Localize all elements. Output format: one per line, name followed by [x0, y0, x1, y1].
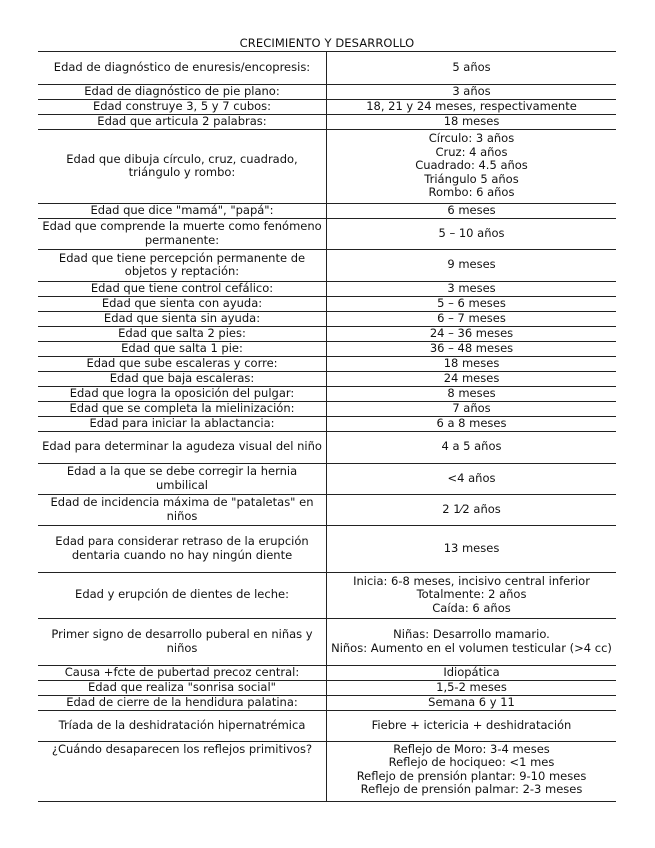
table-title: CRECIMIENTO Y DESARROLLO — [38, 36, 616, 52]
answer-line: 4 a 5 años — [441, 439, 502, 454]
question-cell: Edad que dibuja círculo, cruz, cuadrado, triángulo y rombo: — [38, 129, 327, 203]
question-cell: Edad y erupción de dientes de leche: — [38, 572, 327, 618]
question-cell: Causa +fcte de pubertad precoz central: — [38, 665, 327, 680]
table-row — [38, 463, 616, 494]
answer-cell — [327, 416, 617, 431]
answer-line: 24 meses — [443, 370, 500, 385]
table-row — [38, 249, 616, 281]
answer-line: Reflejo de prensión plantar: 9-10 meses — [356, 768, 587, 783]
answer-line: 1,5-2 meses — [436, 679, 507, 694]
answer-cell — [327, 218, 617, 249]
answer-cell — [327, 296, 617, 311]
table-row — [38, 680, 616, 695]
answer-cell — [327, 114, 617, 129]
table-row — [38, 129, 616, 203]
answer-cell — [327, 710, 617, 741]
answer-cell — [327, 401, 617, 416]
answer-cell — [327, 695, 617, 710]
answer-line: 24 – 36 meses — [429, 325, 514, 340]
answer-cell — [327, 494, 617, 525]
answer-cell — [327, 431, 617, 463]
answer-line: Inicia: 6-8 meses, incisivo central inferior — [353, 573, 590, 588]
question-cell: Edad que logra la oposición del pulgar: — [38, 386, 327, 401]
question-cell: Edad para iniciar la ablactancia: — [38, 416, 327, 431]
answer-cell — [327, 326, 617, 341]
table-row — [38, 371, 616, 386]
table-row — [38, 401, 616, 416]
answer-line: 7 años — [452, 400, 491, 415]
answer-line: 6 – 7 meses — [437, 310, 506, 325]
answer-cell — [327, 281, 617, 296]
answer-line: 9 meses — [447, 257, 496, 272]
table-row — [38, 296, 616, 311]
answer-line: 2 1⁄2 años — [442, 501, 501, 516]
answer-line: Reflejo de hociqueo: <1 mes — [388, 755, 555, 769]
answer-cell — [327, 665, 617, 680]
answer-cell — [327, 572, 617, 618]
answer-line: Círculo: 3 años — [428, 131, 515, 146]
question-cell: Edad que comprende la muerte como fenómeno permanente: — [38, 218, 327, 249]
question-cell: Edad que baja escaleras: — [38, 371, 327, 386]
table-row — [38, 203, 616, 218]
table-row — [38, 114, 616, 129]
question-cell: Edad construye 3, 5 y 7 cubos: — [38, 99, 327, 114]
table-row — [38, 494, 616, 525]
answer-line: 3 años — [452, 83, 491, 98]
answer-line: Caída: 6 años — [432, 600, 511, 615]
answer-cell — [327, 741, 617, 801]
question-cell: Edad a la que se debe corregir la hernia umbilical — [38, 463, 327, 494]
question-cell: ¿Cuándo desaparecen los reflejos primitivos? — [38, 741, 327, 801]
answer-cell — [327, 341, 617, 356]
table-row — [38, 386, 616, 401]
answer-cell — [327, 249, 617, 281]
question-cell: Edad que salta 1 pie: — [38, 341, 327, 356]
answer-line: Rombo: 6 años — [428, 185, 515, 200]
answer-cell — [327, 52, 617, 84]
answer-line: Niños: Aumento en el volumen testicular (>4 cc) — [331, 640, 612, 655]
question-cell: Edad de incidencia máxima de "pataletas" en niños — [38, 494, 327, 525]
table-row — [38, 741, 616, 801]
table-row — [38, 84, 616, 99]
question-cell: Edad que tiene control cefálico: — [38, 281, 327, 296]
answer-line: 6 meses — [447, 202, 496, 217]
table-row — [38, 416, 616, 431]
answer-cell — [327, 129, 617, 203]
table-row — [38, 431, 616, 463]
answer-line: <4 años — [447, 470, 496, 485]
document-page — [38, 36, 616, 802]
table-row — [38, 665, 616, 680]
question-cell: Edad que articula 2 palabras: — [38, 114, 327, 129]
answer-cell — [327, 84, 617, 99]
table-row — [38, 311, 616, 326]
answer-line: 5 años — [452, 60, 491, 74]
table-row — [38, 341, 616, 356]
answer-line: Totalmente: 2 años — [416, 587, 527, 602]
question-cell: Edad que salta 2 pies: — [38, 326, 327, 341]
question-cell: Edad que sube escaleras y corre: — [38, 356, 327, 371]
table-row — [38, 281, 616, 296]
answer-cell — [327, 356, 617, 371]
answer-cell — [327, 311, 617, 326]
table-row — [38, 356, 616, 371]
answer-line: 36 – 48 meses — [429, 340, 514, 355]
question-cell: Edad que tiene percepción permanente de objetos y reptación: — [38, 249, 327, 281]
question-cell: Edad que sienta sin ayuda: — [38, 311, 327, 326]
answer-line: 5 – 10 años — [438, 225, 505, 240]
answer-line: 5 – 6 meses — [437, 295, 506, 310]
answer-line: 13 meses — [443, 540, 500, 555]
answer-line: Semana 6 y 11 — [428, 694, 515, 709]
question-cell: Edad de diagnóstico de pie plano: — [38, 84, 327, 99]
answer-cell — [327, 386, 617, 401]
answer-cell — [327, 680, 617, 695]
question-cell: Edad que dice "mamá", "papá": — [38, 203, 327, 218]
answer-line: Triángulo 5 años — [424, 171, 519, 186]
answer-line: Reflejo de prensión palmar: 2-3 meses — [360, 782, 583, 796]
answer-line: Idiopática — [443, 664, 500, 679]
answer-cell — [327, 371, 617, 386]
table-row — [38, 572, 616, 618]
table-row — [38, 710, 616, 741]
answer-line: Niñas: Desarrollo mamario. — [393, 627, 550, 641]
answer-line: 18 meses — [443, 113, 500, 128]
table-row — [38, 525, 616, 572]
table-row — [38, 218, 616, 249]
question-cell: Edad de cierre de la hendidura palatina: — [38, 695, 327, 710]
answer-line: Fiebre + ictericia + deshidratación — [371, 717, 572, 732]
answer-line: Reflejo de Moro: 3-4 meses — [393, 741, 550, 756]
development-table — [38, 52, 616, 802]
table-row — [38, 99, 616, 114]
answer-cell — [327, 203, 617, 218]
question-cell: Edad para determinar la agudeza visual del niño — [38, 431, 327, 463]
answer-line: 6 a 8 meses — [436, 415, 507, 430]
question-cell: Edad que realiza "sonrisa social" — [38, 680, 327, 695]
table-row — [38, 52, 616, 84]
question-cell: Edad de diagnóstico de enuresis/encopresis: — [38, 52, 327, 84]
answer-line: 18, 21 y 24 meses, respectivamente — [366, 98, 577, 113]
answer-cell — [327, 99, 617, 114]
table-row — [38, 326, 616, 341]
answer-line: 3 meses — [447, 280, 496, 295]
question-cell: Edad que se completa la mielinización: — [38, 401, 327, 416]
answer-line: 8 meses — [447, 385, 496, 400]
question-cell: Tríada de la deshidratación hipernatrémica — [38, 710, 327, 741]
answer-cell — [327, 618, 617, 665]
answer-cell — [327, 525, 617, 572]
question-cell: Primer signo de desarrollo puberal en niñas y niños — [38, 618, 327, 665]
answer-line: Cuadrado: 4.5 años — [415, 158, 528, 173]
question-cell: Edad que sienta con ayuda: — [38, 296, 327, 311]
table-row — [38, 618, 616, 665]
answer-line: Cruz: 4 años — [435, 144, 508, 159]
answer-line: 18 meses — [443, 355, 500, 370]
question-cell: Edad para considerar retraso de la erupción dentaria cuando no hay ningún diente — [38, 525, 327, 572]
table-row — [38, 695, 616, 710]
answer-cell — [327, 463, 617, 494]
